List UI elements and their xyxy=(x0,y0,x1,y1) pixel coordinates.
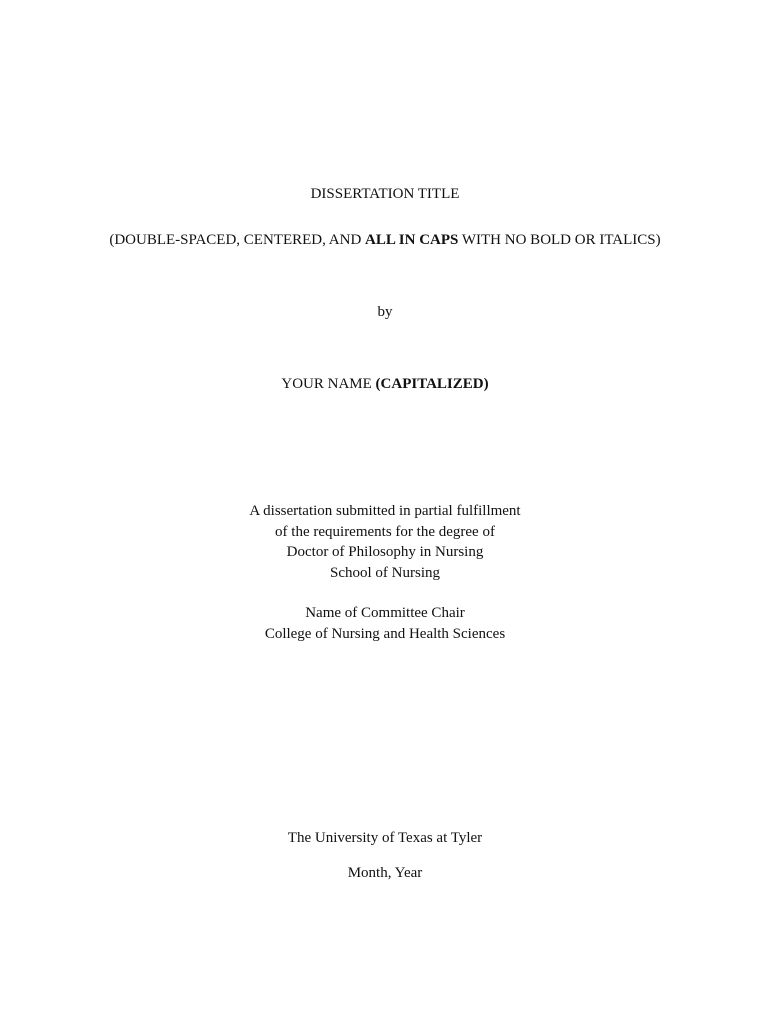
degree-statement xyxy=(0,501,770,583)
submission-date: Month, Year xyxy=(347,865,423,881)
by-line: by xyxy=(377,304,393,320)
title-instructions-emphasis: ALL IN CAPS xyxy=(365,232,459,248)
title-instructions xyxy=(0,230,770,250)
title-instructions-suffix: WITH NO BOLD OR ITALICS) xyxy=(458,232,661,248)
degree-statement-line: School of Nursing xyxy=(330,564,440,581)
committee-chair-college: College of Nursing and Health Sciences xyxy=(264,625,506,642)
degree-statement-line: Doctor of Philosophy in Nursing xyxy=(286,544,484,560)
degree-statement-line: A dissertation submitted in partial fulfillment xyxy=(249,503,521,519)
author-name-note: (CAPITALIZED) xyxy=(375,376,489,392)
title-instructions-prefix: (DOUBLE-SPACED, CENTERED, AND xyxy=(109,232,366,248)
author-name-text: YOUR NAME xyxy=(281,376,376,392)
dissertation-title: DISSERTATION TITLE xyxy=(310,186,460,202)
committee-chair-block xyxy=(0,603,770,644)
university-name: The University of Texas at Tyler xyxy=(287,830,483,846)
degree-statement-line: of the requirements for the degree of xyxy=(275,523,495,540)
committee-chair-name: Name of Committee Chair xyxy=(305,605,465,621)
author-name xyxy=(0,374,770,394)
